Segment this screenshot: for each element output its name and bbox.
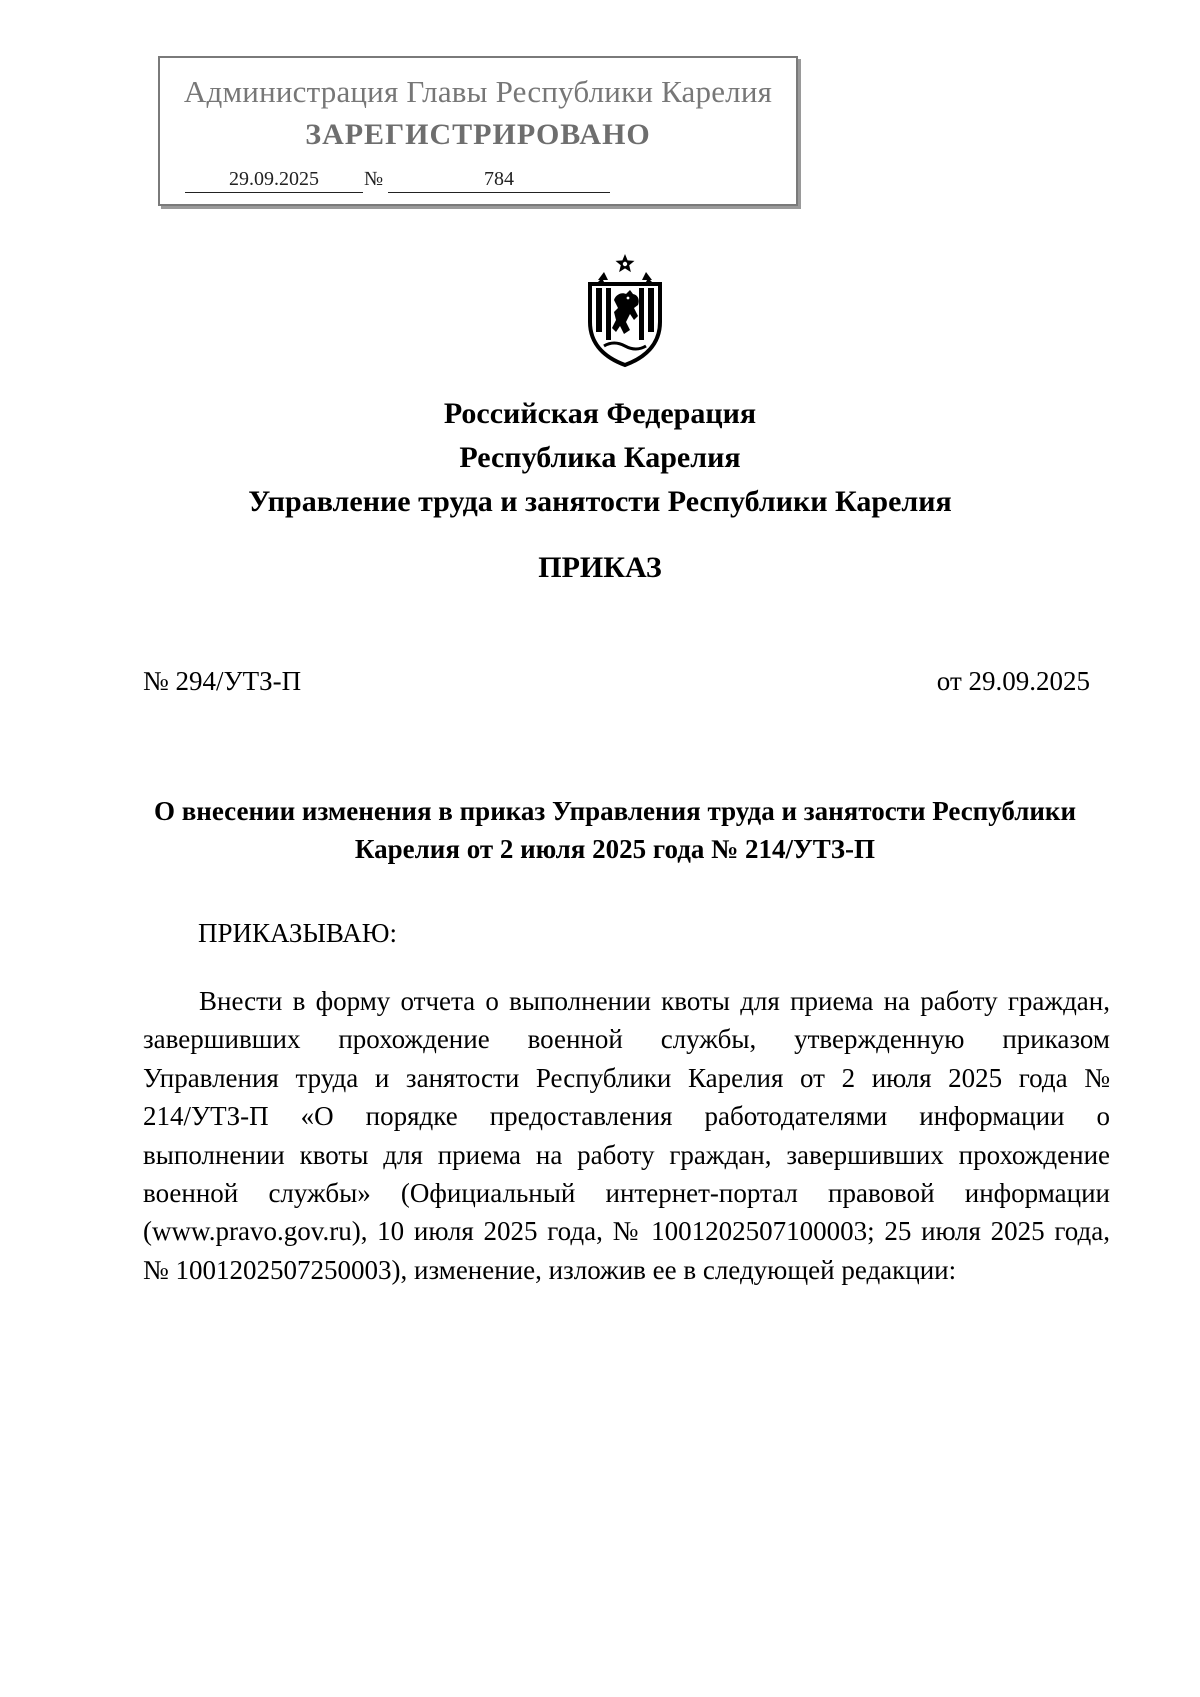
- header-republic: Республика Карелия: [459, 441, 741, 474]
- stamp-status: ЗАРЕГИСТРИРОВАНО: [305, 118, 651, 151]
- document-type-title: ПРИКАЗ: [538, 551, 662, 584]
- body-line: завершивших прохождение военной службы, утвержденную приказом: [143, 1024, 1110, 1055]
- body-line: выполнении квоты для приема на работу граждан, завершивших прохождение: [143, 1139, 1110, 1170]
- body-line: № 1001202507250003), изменение, изложив ее в следующей редакции:: [143, 1254, 957, 1285]
- subject-line-1: О внесении изменения в приказ Управления труда и занятости Республики: [153, 796, 1077, 826]
- body-line: военной службы» (Официальный интернет-портал правовой информации: [143, 1177, 1110, 1208]
- stamp-number-label: №: [364, 168, 384, 190]
- subject-line-2: Карелия от 2 июля 2025 года № 214/УТЗ-П: [354, 834, 876, 864]
- body-line: Управления труда и занятости Республики Карелия от 2 июля 2025 года №: [143, 1062, 1110, 1093]
- body-paragraph: [143, 982, 1110, 1289]
- command-heading: ПРИКАЗЫВАЮ:: [198, 918, 397, 948]
- order-date: от 29.09.2025: [936, 666, 1090, 696]
- body-line: Внести в форму отчета о выполнении квоты для приема на работу граждан,: [199, 986, 1110, 1016]
- stamp-number: 784: [388, 168, 610, 193]
- body-line: (www.pravo.gov.ru), 10 июля 2025 года, № 1001202507100003; 25 июля 2025 года,: [143, 1216, 1110, 1247]
- stamp-organization: Администрация Главы Республики Карелия: [183, 74, 773, 109]
- body-line: 214/УТЗ-П «О порядке предоставления работодателями информации о: [143, 1101, 1110, 1132]
- order-number: № 294/УТЗ-П: [143, 666, 302, 696]
- star-icon: [616, 254, 635, 272]
- stamp-date: 29.09.2025: [185, 168, 363, 193]
- header-country: Российская Федерация: [443, 397, 757, 430]
- registration-stamp: [158, 56, 798, 206]
- header-agency: Управление труда и занятости Республики Карелия: [248, 485, 952, 518]
- coat-of-arms-icon: [578, 250, 672, 368]
